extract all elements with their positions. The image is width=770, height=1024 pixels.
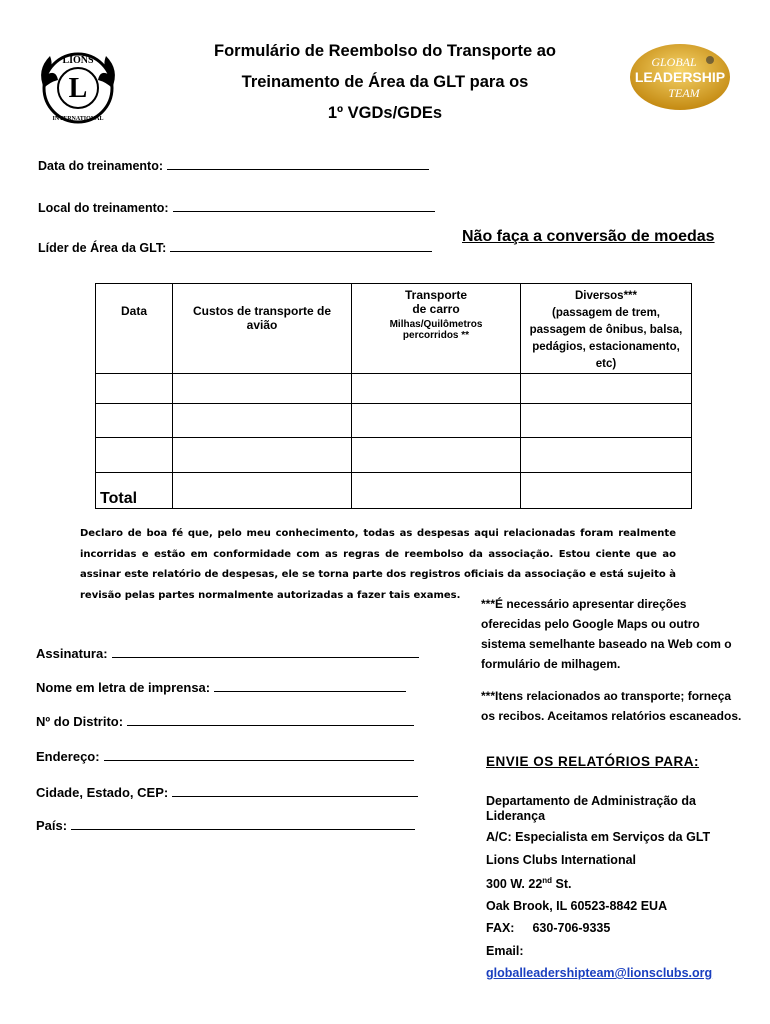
title-line-3: 1º VGDs/GDEs [327, 104, 443, 122]
street-number: 300 W. 22 [486, 877, 543, 892]
email-label: Email: [486, 944, 524, 958]
city-state-zip-line[interactable] [172, 796, 418, 797]
col-misc-sub-1: (passagem de trem, [551, 307, 660, 319]
send-to-dept: Departamento de Administração da Liderança [486, 794, 697, 823]
signature-label: Assinatura: [36, 646, 108, 661]
training-location-label: Local do treinamento: [38, 201, 169, 215]
signature-field[interactable] [36, 646, 419, 661]
send-to-street [486, 876, 572, 891]
training-location-line[interactable] [173, 211, 435, 212]
print-name-label: Nome em letra de imprensa: [36, 680, 211, 695]
fax-number: 630-706-9335 [532, 921, 611, 935]
fax-label: FAX: [486, 921, 515, 935]
col-misc-sub-2: passagem de ônibus, balsa, [529, 324, 683, 336]
page-title [180, 36, 590, 129]
title-line-2: Treinamento de Área da GLT para os [241, 73, 529, 91]
table-total-row[interactable] [96, 473, 692, 509]
district-field[interactable] [36, 714, 414, 729]
area-leader-field[interactable] [38, 241, 432, 255]
table-row[interactable] [96, 404, 692, 438]
total-label: Total [96, 473, 173, 509]
signature-line[interactable] [112, 657, 419, 658]
email-link[interactable]: globalleadershipteam@lionsclubs.org [486, 966, 713, 980]
send-to-attn: A/C: Especialista em Serviços da GLT [486, 830, 711, 844]
col-car-sub-2: percorridos ** [402, 330, 470, 341]
table-header-row [96, 284, 692, 374]
col-misc-sub-3: pedágios, estacionamento, [532, 341, 680, 353]
country-field[interactable] [36, 818, 415, 833]
city-state-zip-label: Cidade, Estado, CEP: [36, 785, 169, 800]
col-car-header [352, 284, 521, 374]
glt-logo-line-3: TEAM [668, 86, 700, 100]
title-line-1: Formulário de Reembolso do Transporte ao [214, 42, 556, 60]
col-airfare-header: Custos de transporte de avião [173, 284, 352, 374]
lions-logo-text: LIONS [62, 55, 94, 66]
training-date-line[interactable] [167, 169, 429, 170]
street-name: St. [552, 877, 572, 892]
expense-table [95, 283, 692, 509]
training-date-field[interactable] [38, 159, 429, 173]
print-name-field[interactable] [36, 680, 406, 695]
col-misc-title: Diversos*** [574, 290, 637, 302]
district-line[interactable] [127, 725, 414, 726]
svg-text:L: L [68, 73, 88, 104]
print-name-line[interactable] [214, 691, 406, 692]
training-location-field[interactable] [38, 201, 435, 215]
currency-notice: Não faça a conversão de moedas [462, 228, 715, 245]
table-row[interactable] [96, 438, 692, 473]
lions-logo [30, 40, 126, 136]
send-to-fax [486, 921, 610, 935]
map-note: ***É necessário apresentar direções oferecidas pelo Google Maps ou outro sistema semelhante baseado na Web com o formulário de milhagem. [481, 597, 732, 671]
lions-logo-subtext: INTERNATIONAL [52, 116, 104, 122]
city-state-zip-field[interactable] [36, 785, 418, 800]
address-line[interactable] [104, 760, 414, 761]
country-label: País: [36, 818, 68, 833]
area-leader-line[interactable] [170, 251, 432, 252]
street-suffix: nd [542, 876, 553, 885]
send-to-city: Oak Brook, IL 60523-8842 EUA [486, 899, 668, 913]
area-leader-label: Líder de Área da GLT: [38, 241, 167, 255]
glt-logo-line-1: GLOBAL [651, 55, 697, 69]
table-row[interactable] [96, 374, 692, 404]
col-date-header: Data [96, 284, 173, 374]
address-field[interactable] [36, 749, 414, 764]
receipt-note: ***Itens relacionados ao transporte; forneça os recibos. Aceitamos relatórios escaneados. [481, 689, 742, 723]
district-label: Nº do Distrito: [36, 714, 124, 729]
col-car-sub-1: Milhas/Quilômetros [389, 319, 483, 330]
col-misc-header [521, 284, 692, 374]
send-to-org: Lions Clubs International [486, 853, 637, 867]
glt-logo [628, 42, 732, 112]
col-misc-sub-4: etc) [595, 358, 617, 370]
send-to-heading: ENVIE OS RELATÓRIOS PARA: [486, 754, 700, 769]
country-line[interactable] [71, 829, 415, 830]
glt-logo-line-2: LEADERSHIP [634, 69, 726, 85]
address-label: Endereço: [36, 749, 100, 764]
declaration-text: Declaro de boa fé que, pelo meu conhecimento, todas as despesas aqui relacionadas foram realmente incorridas e estão em conformidade com as regras de reembolso da associação. Estou ciente que ao assinar este relatório de despesas, ele se torna parte dos registros oficiais da associação e está sujeito à revisão pelas partes normalmente autorizadas a fazer tais exames. [80, 528, 676, 601]
training-date-label: Data do treinamento: [38, 159, 164, 173]
col-car-title-2: de carro [412, 302, 460, 316]
col-car-title-1: Transporte [404, 288, 467, 302]
